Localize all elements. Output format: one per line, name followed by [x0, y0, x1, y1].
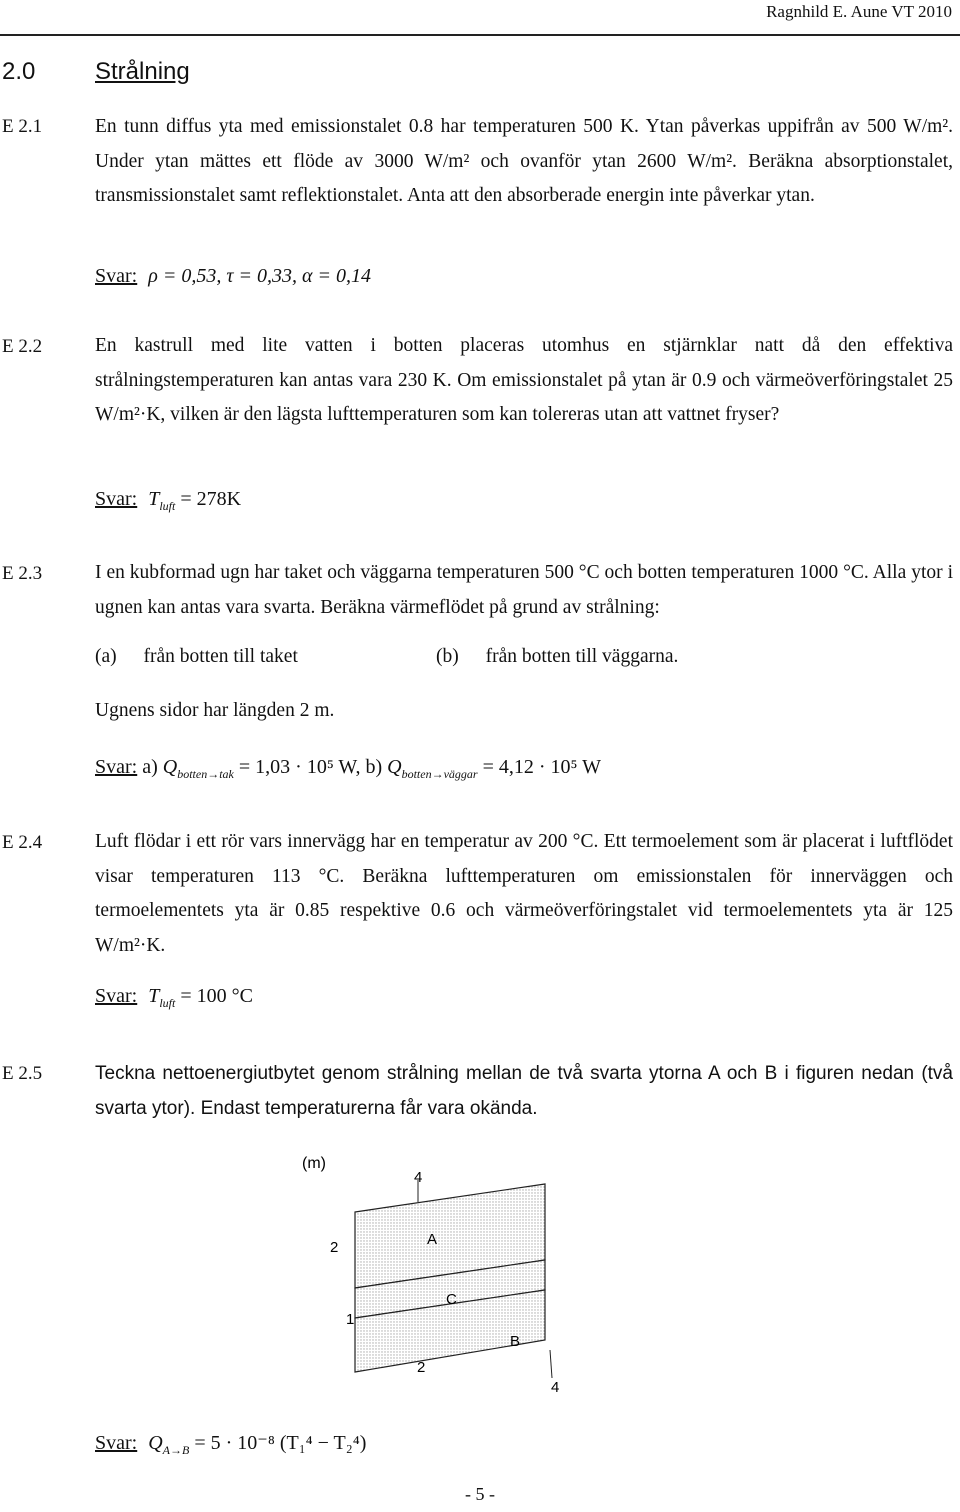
page-number: - 5 -: [465, 1484, 495, 1504]
label-surface-a: A: [427, 1231, 438, 1248]
part-a: [95, 646, 298, 668]
answer-label: Svar:: [95, 985, 138, 1007]
section-title: Strålning: [95, 58, 190, 85]
part-a-label: (a): [95, 646, 117, 667]
problem-text-e23: I en kubformad ugn har taket och väggarna temperaturen 500 °C och botten temperaturen 1000 °C. Alla ytor i ugnen kan antas vara svarta. Beräkna värmeflödet på grund av strålning:: [95, 562, 953, 618]
problem-text-e22: En kastrull med lite vatten i botten placeras utomhus en stjärnklar natt då den effektiva strålningstemperaturen kan antas vara 230 K. Om emissionstalet på ytan är 0.9 och värmeöverföringstalet 25 W/m²·K, vilken är den lägsta lufttemperaturen som kan tolereras utan att vattnet fryser?: [95, 335, 953, 425]
answer-e25: [95, 1430, 366, 1458]
part-b: [436, 646, 678, 668]
answer-a-variable: Q: [162, 756, 178, 778]
label-1: 1: [346, 1311, 355, 1328]
problem-label-e22: E 2.2: [2, 336, 43, 357]
answer-e21: [95, 265, 371, 288]
problem-text-e24: Luft flödar i ett rör vars innervägg har en temperatur av 200 °C. Ett termoelement som är placerat i luftflödet visar temperaturen 113 °C. Beräkna lufttemperaturen om emissionstalen för innerväggen och termoelementets yta är 0.85 respektive 0.6 och värmeöverföringstalet vid termoelementets yta är 125 W/m²·K.: [95, 831, 953, 956]
answer-b-subscript: botten→väggar: [401, 767, 478, 781]
label-top-4: 4: [414, 1169, 423, 1186]
answer-b-prefix: , b): [355, 756, 383, 778]
answer-label: Svar:: [95, 488, 138, 510]
answer-a-value: = 1,03 · 10⁵ W: [233, 756, 356, 778]
problem-label-e24: E 2.4: [2, 832, 43, 853]
side-length-note: Ugnens sidor har längden 2 m.: [95, 700, 335, 721]
answer-value: = 278K: [175, 488, 242, 510]
problem-label-e23: E 2.3: [2, 563, 43, 584]
answer-e23: [95, 756, 601, 782]
answer-b-variable: Q: [387, 756, 402, 778]
answer-label: Svar:: [95, 756, 138, 778]
answer-label: Svar:: [95, 265, 138, 287]
answer-value: = 100 °C: [175, 985, 253, 1007]
part-a-text: från botten till taket: [143, 646, 298, 667]
header-rule: [0, 34, 960, 36]
label-surface-c: C: [446, 1291, 457, 1308]
part-b-text: från botten till väggarna.: [485, 646, 679, 667]
answer-formula: ρ = 0,53, τ = 0,33, α = 0,14: [148, 265, 371, 287]
answer-e24: [95, 985, 253, 1011]
problem-label-e25: E 2.5: [2, 1063, 43, 1084]
surfaces-figure: [300, 1150, 620, 1400]
label-left-2: 2: [330, 1239, 339, 1256]
answer-subscript: A→B: [162, 1443, 190, 1457]
answer-a-subscript: botten→tak: [177, 767, 234, 781]
answer-variable: T: [148, 985, 160, 1007]
answer-e22: [95, 488, 241, 514]
label-surface-b: B: [510, 1333, 521, 1350]
problem-text-e25: Teckna nettoenergiutbytet genom strålning mellan de två svarta ytorna A och B i figuren nedan (två svarta ytor). Endast temperaturerna får vara okända.: [95, 1063, 953, 1119]
section-number: 2.0: [2, 58, 36, 85]
header-author: Ragnhild E. Aune VT 2010: [766, 2, 952, 21]
problem-label-e21: E 2.1: [2, 116, 43, 137]
answer-b-value: = 4,12 · 10⁵ W: [477, 756, 602, 778]
answer-subscript: luft: [159, 996, 176, 1010]
answer-variable: Q: [148, 1432, 163, 1454]
answer-label: Svar:: [95, 1432, 138, 1454]
label-bottom-4: 4: [551, 1379, 560, 1396]
problem-text-e21: En tunn diffus yta med emissionstalet 0.8 har temperaturen 500 K. Ytan påverkas uppifrån av 500 W/m². Under ytan mättes ett flöde av 3000 W/m² och ovanför ytan 2600 W/m². Beräkna absorptionstalet, transmissionstalet samt reflektionstalet. Anta att den absorberade energin inte påverkar ytan.: [95, 116, 953, 206]
answer-variable: T: [148, 488, 160, 510]
part-b-label: (b): [436, 646, 459, 667]
answer-a-prefix: a): [142, 756, 158, 778]
figure-unit: (m): [302, 1155, 326, 1172]
answer-value: = 5 · 10⁻⁸ (T₁⁴ − T₂⁴): [189, 1432, 367, 1454]
label-bottom-2: 2: [417, 1359, 426, 1376]
answer-subscript: luft: [159, 499, 176, 513]
